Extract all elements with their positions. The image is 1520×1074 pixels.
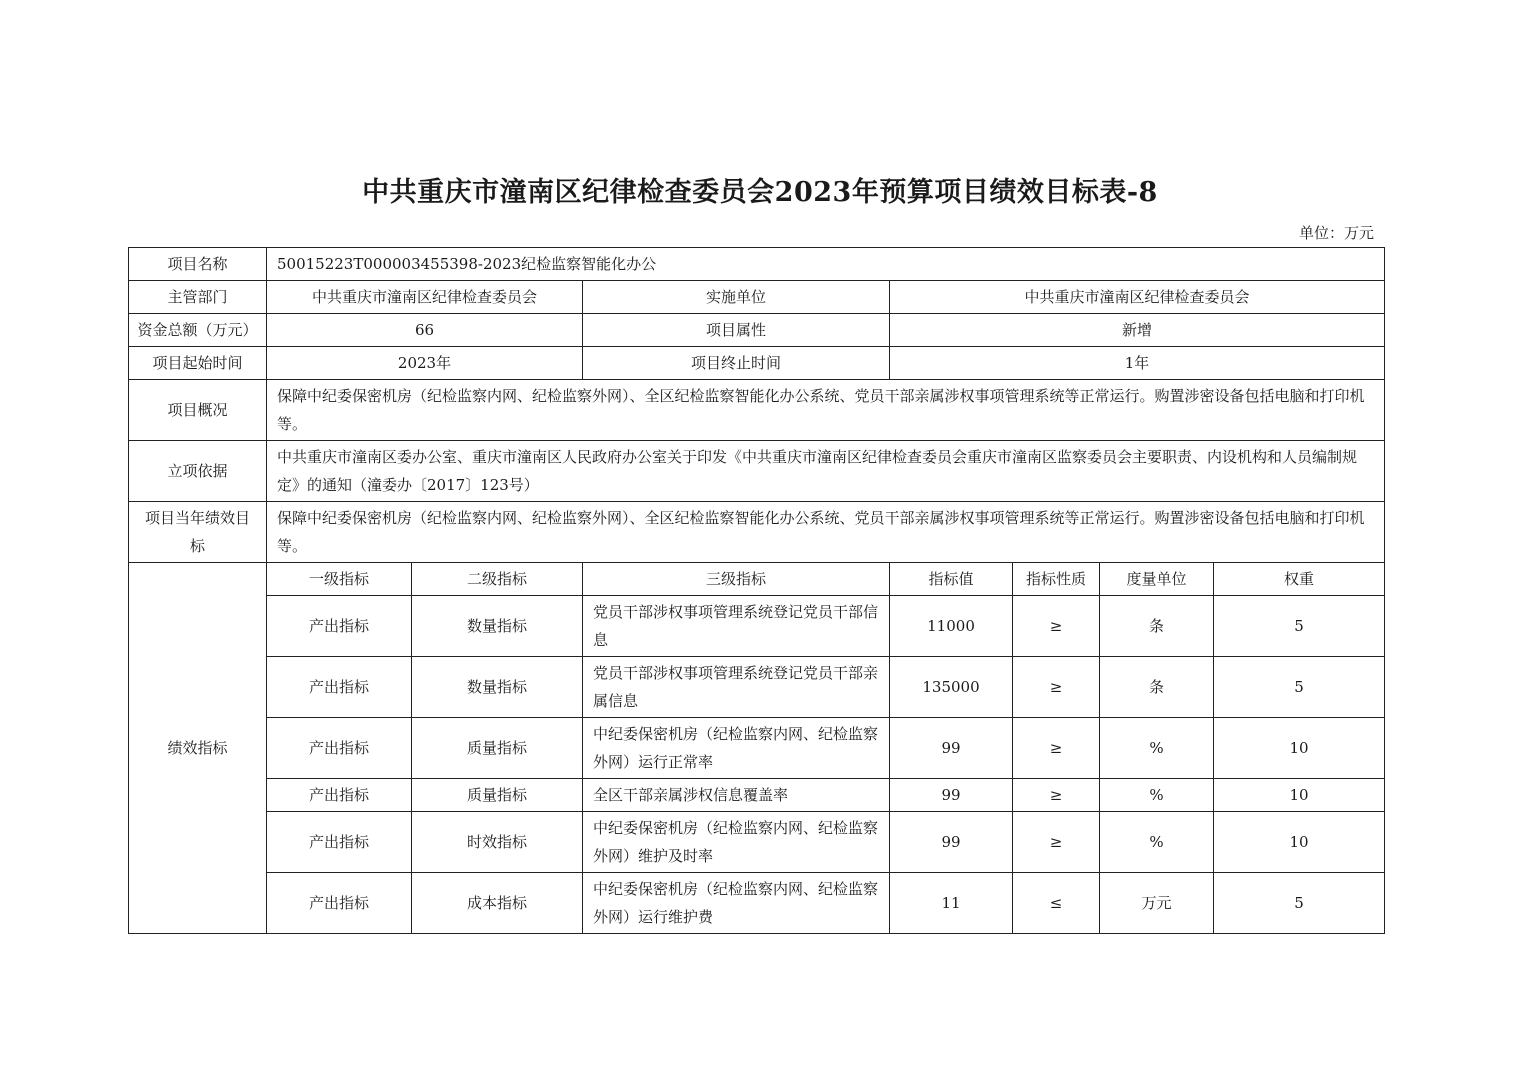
header-value: 指标值 bbox=[890, 563, 1013, 596]
project-name-label: 项目名称 bbox=[129, 248, 267, 281]
table-row bbox=[129, 873, 1385, 934]
goal-label: 项目当年绩效目标 bbox=[129, 502, 267, 563]
total-funds-label: 资金总额（万元） bbox=[129, 314, 267, 347]
indicator-value: 11000 bbox=[890, 596, 1013, 657]
indicator-nature: ≥ bbox=[1013, 779, 1100, 812]
table-row bbox=[129, 812, 1385, 873]
dept-value: 中共重庆市潼南区纪律检查委员会 bbox=[267, 281, 583, 314]
row-department bbox=[129, 281, 1385, 314]
table-row bbox=[129, 779, 1385, 812]
overview-value: 保障中纪委保密机房（纪检监察内网、纪检监察外网）、全区纪检监察智能化办公系统、党员干部亲属涉权事项管理系统等正常运行。购置涉密设备包括电脑和打印机等。 bbox=[267, 380, 1385, 441]
goal-value: 保障中纪委保密机房（纪检监察内网、纪检监察外网）、全区纪检监察智能化办公系统、党员干部亲属涉权事项管理系统等正常运行。购置涉密设备包括电脑和打印机等。 bbox=[267, 502, 1385, 563]
row-basis bbox=[129, 441, 1385, 502]
attr-label: 项目属性 bbox=[583, 314, 890, 347]
indicator-l2: 质量指标 bbox=[412, 718, 583, 779]
start-label: 项目起始时间 bbox=[129, 347, 267, 380]
unit-label: 单位：万元 bbox=[1298, 224, 1374, 242]
indicator-l1: 产出指标 bbox=[267, 596, 412, 657]
indicator-weight: 10 bbox=[1214, 812, 1385, 873]
indicator-weight: 5 bbox=[1214, 873, 1385, 934]
indicator-l1: 产出指标 bbox=[267, 873, 412, 934]
row-overview bbox=[129, 380, 1385, 441]
indicator-nature: ≥ bbox=[1013, 596, 1100, 657]
indicator-l2: 数量指标 bbox=[412, 596, 583, 657]
indicator-nature: ≤ bbox=[1013, 873, 1100, 934]
attr-value: 新增 bbox=[890, 314, 1385, 347]
indicator-value: 11 bbox=[890, 873, 1013, 934]
indicator-value: 99 bbox=[890, 812, 1013, 873]
header-nature: 指标性质 bbox=[1013, 563, 1100, 596]
page-title: 中共重庆市潼南区纪律检查委员会2023年预算项目绩效目标表-8 bbox=[362, 177, 1158, 208]
indicator-l3: 全区干部亲属涉权信息覆盖率 bbox=[583, 779, 890, 812]
indicator-l2: 成本指标 bbox=[412, 873, 583, 934]
row-project-name bbox=[129, 248, 1385, 281]
indicator-nature: ≥ bbox=[1013, 812, 1100, 873]
indicator-unit: % bbox=[1100, 718, 1214, 779]
header-unit: 度量单位 bbox=[1100, 563, 1214, 596]
total-funds-value: 66 bbox=[267, 314, 583, 347]
indicator-value: 99 bbox=[890, 718, 1013, 779]
row-goal bbox=[129, 502, 1385, 563]
row-period bbox=[129, 347, 1385, 380]
indicator-l1: 产出指标 bbox=[267, 657, 412, 718]
impl-unit-label: 实施单位 bbox=[583, 281, 890, 314]
indicator-weight: 5 bbox=[1214, 596, 1385, 657]
indicator-unit: 条 bbox=[1100, 596, 1214, 657]
indicator-unit: 条 bbox=[1100, 657, 1214, 718]
row-funds bbox=[129, 314, 1385, 347]
end-label: 项目终止时间 bbox=[583, 347, 890, 380]
indicator-nature: ≥ bbox=[1013, 718, 1100, 779]
indicator-l3: 党员干部涉权事项管理系统登记党员干部亲属信息 bbox=[583, 657, 890, 718]
indicator-value: 135000 bbox=[890, 657, 1013, 718]
indicator-weight: 5 bbox=[1214, 657, 1385, 718]
indicator-l1: 产出指标 bbox=[267, 718, 412, 779]
basis-value: 中共重庆市潼南区委办公室、重庆市潼南区人民政府办公室关于印发《中共重庆市潼南区纪律检查委员会重庆市潼南区监察委员会主要职责、内设机构和人员编制规定》的通知（潼委办〔2017〕123号） bbox=[267, 441, 1385, 502]
indicator-l1: 产出指标 bbox=[267, 779, 412, 812]
indicator-l2: 时效指标 bbox=[412, 812, 583, 873]
indicator-l1: 产出指标 bbox=[267, 812, 412, 873]
header-weight: 权重 bbox=[1214, 563, 1385, 596]
overview-label: 项目概况 bbox=[129, 380, 267, 441]
table-row bbox=[129, 718, 1385, 779]
indicator-l2: 数量指标 bbox=[412, 657, 583, 718]
indicator-section-label: 绩效指标 bbox=[129, 563, 267, 934]
dept-label: 主管部门 bbox=[129, 281, 267, 314]
header-l1: 一级指标 bbox=[267, 563, 412, 596]
indicator-l3: 中纪委保密机房（纪检监察内网、纪检监察外网）运行正常率 bbox=[583, 718, 890, 779]
header-l2: 二级指标 bbox=[412, 563, 583, 596]
basis-label: 立项依据 bbox=[129, 441, 267, 502]
indicator-l3: 中纪委保密机房（纪检监察内网、纪检监察外网）维护及时率 bbox=[583, 812, 890, 873]
indicator-value: 99 bbox=[890, 779, 1013, 812]
header-l3: 三级指标 bbox=[583, 563, 890, 596]
table-row bbox=[129, 657, 1385, 718]
indicator-l2: 质量指标 bbox=[412, 779, 583, 812]
indicator-l3: 党员干部涉权事项管理系统登记党员干部信息 bbox=[583, 596, 890, 657]
indicator-l3: 中纪委保密机房（纪检监察内网、纪检监察外网）运行维护费 bbox=[583, 873, 890, 934]
impl-unit-value: 中共重庆市潼南区纪律检查委员会 bbox=[890, 281, 1385, 314]
indicator-unit: % bbox=[1100, 779, 1214, 812]
project-name-value: 50015223T000003455398-2023纪检监察智能化办公 bbox=[267, 248, 1385, 281]
start-value: 2023年 bbox=[267, 347, 583, 380]
indicator-nature: ≥ bbox=[1013, 657, 1100, 718]
indicator-header-row bbox=[129, 563, 1385, 596]
table-row bbox=[129, 596, 1385, 657]
indicator-unit: 万元 bbox=[1100, 873, 1214, 934]
performance-table bbox=[128, 247, 1385, 934]
indicator-weight: 10 bbox=[1214, 779, 1385, 812]
indicator-unit: % bbox=[1100, 812, 1214, 873]
end-value: 1年 bbox=[890, 347, 1385, 380]
indicator-weight: 10 bbox=[1214, 718, 1385, 779]
